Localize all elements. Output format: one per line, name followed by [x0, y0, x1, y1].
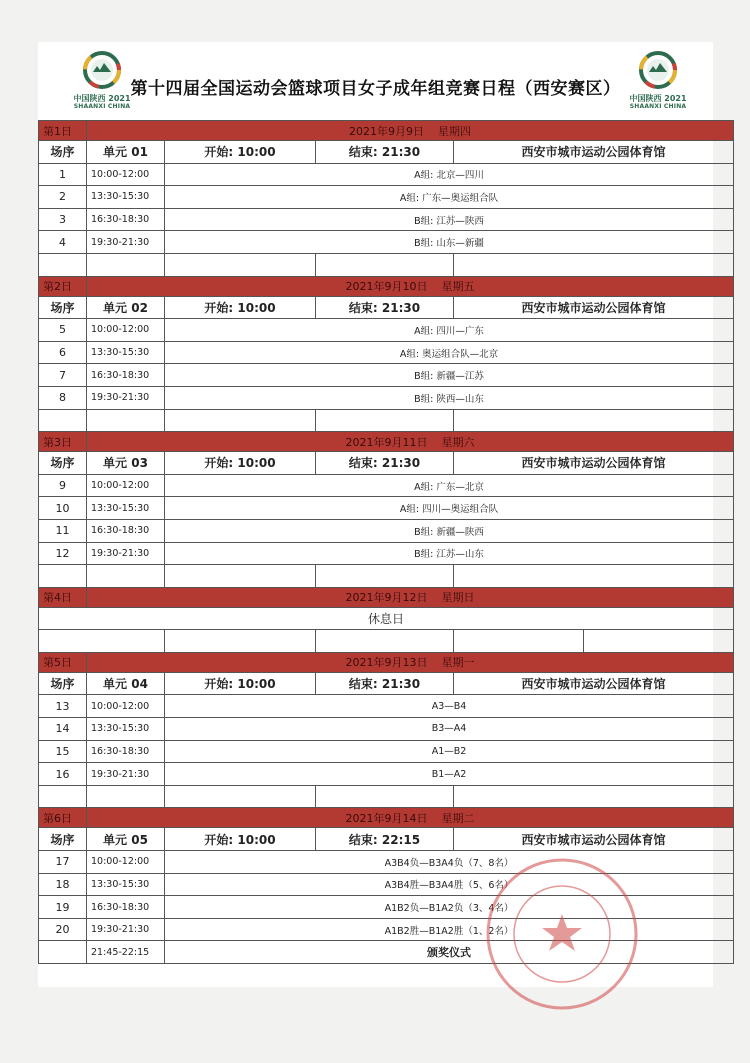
- match-pairing: A组: 北京—四川: [165, 163, 734, 186]
- match-number: 10: [39, 497, 87, 520]
- match-time: 16:30-18:30: [87, 208, 165, 231]
- weekday-text: 星期一: [441, 656, 475, 670]
- order-header: 场序: [39, 452, 87, 475]
- day-header-row: [39, 652, 734, 672]
- end-time: 结束: 21:30: [316, 672, 454, 695]
- match-time: 10:00-12:00: [87, 474, 165, 497]
- match-time: 16:30-18:30: [87, 896, 165, 919]
- match-pairing: A3—B4: [165, 695, 734, 718]
- day-header-row: [39, 808, 734, 828]
- session-header-row: [39, 828, 734, 851]
- match-row: [39, 542, 734, 565]
- empty-row: [39, 565, 734, 588]
- weekday-text: 星期六: [441, 435, 475, 449]
- empty-row: [39, 630, 734, 653]
- match-number: 6: [39, 341, 87, 364]
- match-time: 19:30-21:30: [87, 231, 165, 254]
- start-time: 开始: 10:00: [165, 452, 316, 475]
- match-time: 13:30-15:30: [87, 497, 165, 520]
- order-header: 场序: [39, 828, 87, 851]
- venue-name: 西安市城市运动公园体育馆: [454, 296, 734, 319]
- match-time: 16:30-18:30: [87, 519, 165, 542]
- end-time: 结束: 22:15: [316, 828, 454, 851]
- match-row: [39, 341, 734, 364]
- order-header: 场序: [39, 141, 87, 164]
- date-text: 2021年9月12日: [345, 591, 428, 605]
- match-pairing: B组: 江苏—陕西: [165, 208, 734, 231]
- match-row: [39, 386, 734, 409]
- match-number: 18: [39, 873, 87, 896]
- match-pairing: A组: 四川—奥运组合队: [165, 497, 734, 520]
- logo-text-line1: 中国陕西 2021: [629, 94, 687, 103]
- match-row: [39, 896, 734, 919]
- match-number: 14: [39, 718, 87, 741]
- day-header-row: [39, 432, 734, 452]
- match-row: [39, 851, 734, 874]
- ceremony-label: 颁奖仪式: [165, 941, 734, 964]
- weekday-text: 星期五: [441, 280, 475, 294]
- match-number: 3: [39, 208, 87, 231]
- day-header-row: [39, 587, 734, 607]
- weekday-text: 星期二: [441, 811, 475, 825]
- schedule-table: [38, 120, 734, 964]
- weekday-text: 星期四: [438, 124, 472, 138]
- match-number: 1: [39, 163, 87, 186]
- match-pairing: A1B2胜—B1A2胜（1、2名）: [165, 918, 734, 941]
- unit-label: 单元 03: [87, 452, 165, 475]
- session-header-row: [39, 452, 734, 475]
- games-logo-left: [70, 50, 134, 118]
- match-pairing: A3B4胜—B3A4胜（5、6名）: [165, 873, 734, 896]
- match-time: 19:30-21:30: [87, 542, 165, 565]
- unit-label: 单元 02: [87, 296, 165, 319]
- match-number: 16: [39, 763, 87, 786]
- day-date: [87, 121, 734, 141]
- date-text: 2021年9月13日: [345, 656, 428, 670]
- empty-row: [39, 785, 734, 808]
- match-pairing: A组: 奥运组合队—北京: [165, 341, 734, 364]
- match-time: 16:30-18:30: [87, 740, 165, 763]
- match-row: [39, 163, 734, 186]
- order-header: 场序: [39, 672, 87, 695]
- day-label: 第3日: [39, 432, 87, 452]
- rest-day-row: [39, 607, 734, 630]
- match-row: [39, 918, 734, 941]
- day-date: [87, 808, 734, 828]
- page-title: 第十四届全国运动会篮球项目女子成年组竞赛日程（西安赛区）: [130, 79, 621, 99]
- match-pairing: B1—A2: [165, 763, 734, 786]
- ceremony-time: 21:45-22:15: [87, 941, 165, 964]
- match-time: 19:30-21:30: [87, 763, 165, 786]
- match-time: 10:00-12:00: [87, 163, 165, 186]
- logo-text-line2: SHAANXI CHINA: [629, 103, 687, 110]
- weekday-text: 星期日: [441, 591, 475, 605]
- match-time: 19:30-21:30: [87, 918, 165, 941]
- date-text: 2021年9月11日: [345, 435, 428, 449]
- order-header: 场序: [39, 296, 87, 319]
- match-pairing: A组: 四川—广东: [165, 319, 734, 342]
- match-pairing: A组: 广东—北京: [165, 474, 734, 497]
- match-number: 2: [39, 186, 87, 209]
- match-pairing: A3B4负—B3A4负（7、8名）: [165, 851, 734, 874]
- match-pairing: A1—B2: [165, 740, 734, 763]
- unit-label: 单元 01: [87, 141, 165, 164]
- match-time: 13:30-15:30: [87, 341, 165, 364]
- start-time: 开始: 10:00: [165, 672, 316, 695]
- end-time: 结束: 21:30: [316, 141, 454, 164]
- match-number: 7: [39, 364, 87, 387]
- match-pairing: B组: 新疆—陕西: [165, 519, 734, 542]
- day-label: 第6日: [39, 808, 87, 828]
- match-row: [39, 319, 734, 342]
- start-time: 开始: 10:00: [165, 141, 316, 164]
- match-time: 10:00-12:00: [87, 695, 165, 718]
- match-number: 17: [39, 851, 87, 874]
- day-label: 第2日: [39, 276, 87, 296]
- match-pairing: A1B2负—B1A2负（3、4名）: [165, 896, 734, 919]
- unit-label: 单元 05: [87, 828, 165, 851]
- date-text: 2021年9月9日: [349, 124, 425, 138]
- day-label: 第1日: [39, 121, 87, 141]
- start-time: 开始: 10:00: [165, 828, 316, 851]
- day-header-row: [39, 121, 734, 141]
- match-time: 13:30-15:30: [87, 718, 165, 741]
- match-row: [39, 873, 734, 896]
- match-number: 9: [39, 474, 87, 497]
- match-pairing: B3—A4: [165, 718, 734, 741]
- match-number: 12: [39, 542, 87, 565]
- day-date: [87, 276, 734, 296]
- match-time: 13:30-15:30: [87, 186, 165, 209]
- match-number: 4: [39, 231, 87, 254]
- match-time: 10:00-12:00: [87, 851, 165, 874]
- end-time: 结束: 21:30: [316, 452, 454, 475]
- match-number: 13: [39, 695, 87, 718]
- match-row: [39, 186, 734, 209]
- match-number: 5: [39, 319, 87, 342]
- match-row: [39, 763, 734, 786]
- match-row: [39, 718, 734, 741]
- match-row: [39, 474, 734, 497]
- games-emblem-icon: [82, 50, 122, 94]
- empty-row: [39, 409, 734, 432]
- match-number: 15: [39, 740, 87, 763]
- match-time: 13:30-15:30: [87, 873, 165, 896]
- venue-name: 西安市城市运动公园体育馆: [454, 672, 734, 695]
- logo-text-line2: SHAANXI CHINA: [73, 103, 131, 110]
- ceremony-row: [39, 941, 734, 964]
- start-time: 开始: 10:00: [165, 296, 316, 319]
- session-header-row: [39, 672, 734, 695]
- match-number: 19: [39, 896, 87, 919]
- match-row: [39, 695, 734, 718]
- match-row: [39, 740, 734, 763]
- session-header-row: [39, 141, 734, 164]
- date-text: 2021年9月14日: [345, 811, 428, 825]
- match-number: 11: [39, 519, 87, 542]
- games-logo-right: [626, 50, 690, 118]
- match-number: 20: [39, 918, 87, 941]
- venue-name: 西安市城市运动公园体育馆: [454, 828, 734, 851]
- session-header-row: [39, 296, 734, 319]
- day-date: [87, 432, 734, 452]
- match-time: 10:00-12:00: [87, 319, 165, 342]
- games-emblem-icon: [638, 50, 678, 94]
- logo-text-line1: 中国陕西 2021: [73, 94, 131, 103]
- day-date: [87, 587, 734, 607]
- match-row: [39, 364, 734, 387]
- match-pairing: B组: 江苏—山东: [165, 542, 734, 565]
- match-pairing: B组: 陕西—山东: [165, 386, 734, 409]
- venue-name: 西安市城市运动公园体育馆: [454, 452, 734, 475]
- day-label: 第5日: [39, 652, 87, 672]
- match-time: 19:30-21:30: [87, 386, 165, 409]
- rest-day-label: 休息日: [39, 607, 734, 630]
- end-time: 结束: 21:30: [316, 296, 454, 319]
- day-label: 第4日: [39, 587, 87, 607]
- unit-label: 单元 04: [87, 672, 165, 695]
- match-number: 8: [39, 386, 87, 409]
- match-row: [39, 208, 734, 231]
- venue-name: 西安市城市运动公园体育馆: [454, 141, 734, 164]
- match-pairing: A组: 广东—奥运组合队: [165, 186, 734, 209]
- day-date: [87, 652, 734, 672]
- match-row: [39, 231, 734, 254]
- document-header: [38, 44, 713, 120]
- date-text: 2021年9月10日: [345, 280, 428, 294]
- match-pairing: B组: 新疆—江苏: [165, 364, 734, 387]
- empty-row: [39, 253, 734, 276]
- match-pairing: B组: 山东—新疆: [165, 231, 734, 254]
- match-row: [39, 497, 734, 520]
- match-time: 16:30-18:30: [87, 364, 165, 387]
- day-header-row: [39, 276, 734, 296]
- match-row: [39, 519, 734, 542]
